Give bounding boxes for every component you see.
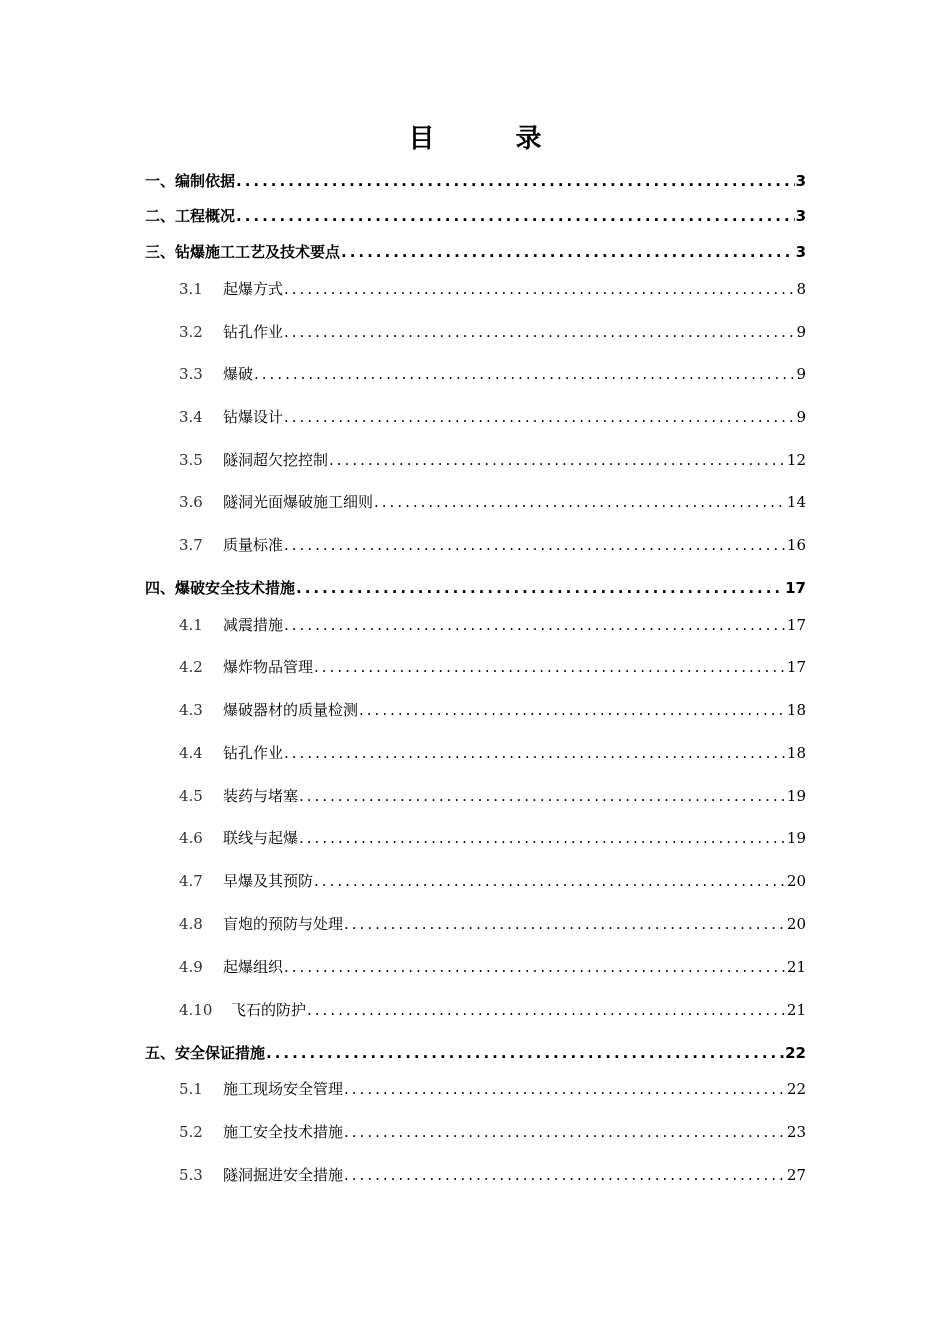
toc-entry[interactable] xyxy=(145,1042,806,1063)
toc-entry-text: 一、编制依据 xyxy=(145,172,236,190)
toc-leader-dots xyxy=(284,323,795,341)
toc-entry-number: 4.2 xyxy=(179,658,203,676)
toc-entry-text: 装药与堵塞 xyxy=(223,787,299,805)
toc-entry-text: 施工安全技术措施 xyxy=(223,1123,344,1141)
toc-entry[interactable] xyxy=(179,699,806,720)
toc-entry-number: 4.7 xyxy=(179,872,203,890)
toc-entry[interactable] xyxy=(179,827,806,848)
toc-entry-text: 早爆及其预防 xyxy=(223,872,314,890)
toc-entry-text: 盲炮的预防与处理 xyxy=(223,915,344,933)
toc-leader-dots xyxy=(254,365,795,383)
toc-entry-page: 20 xyxy=(786,915,806,933)
toc-entry-number: 3.2 xyxy=(179,323,203,341)
toc-entry[interactable] xyxy=(179,999,806,1020)
toc-entry-number: 4.1 xyxy=(179,616,203,634)
toc-leader-dots xyxy=(359,701,786,719)
toc-entry[interactable] xyxy=(179,656,806,677)
toc-entry-page: 14 xyxy=(786,493,806,511)
toc-entry-text: 隧洞光面爆破施工细则 xyxy=(223,493,374,511)
toc-entry[interactable] xyxy=(179,742,806,763)
toc-entry[interactable] xyxy=(179,406,806,427)
toc-entry-page: 18 xyxy=(786,744,806,762)
toc-entry-page: 9 xyxy=(796,365,806,383)
toc-entry-text: 隧洞超欠挖控制 xyxy=(223,451,329,469)
toc-entry-text: 质量标准 xyxy=(223,536,284,554)
toc-entry-number: 4.6 xyxy=(179,829,203,847)
toc-entry-page: 22 xyxy=(786,1080,806,1098)
toc-entry-text: 减震措施 xyxy=(223,616,284,634)
toc-entry-number: 4.3 xyxy=(179,701,203,719)
toc-entry-page: 21 xyxy=(786,1001,806,1019)
toc-leader-dots xyxy=(299,787,786,805)
toc-title: 目 录 xyxy=(408,124,578,154)
toc-entry-number: 3.6 xyxy=(179,493,203,511)
toc-leader-dots xyxy=(284,958,786,976)
toc-entry-number: 4.9 xyxy=(179,958,203,976)
toc-entry-text: 四、爆破安全技术措施 xyxy=(145,579,296,597)
toc-entry-number: 4.5 xyxy=(179,787,203,805)
toc-entry-text: 爆炸物品管理 xyxy=(223,658,314,676)
toc-leader-dots xyxy=(344,915,786,933)
toc-entry-page: 27 xyxy=(786,1166,806,1184)
toc-leader-dots xyxy=(374,493,786,511)
toc-leader-dots xyxy=(314,658,786,676)
toc-entry-page: 3 xyxy=(795,207,806,225)
toc-entry[interactable] xyxy=(145,205,806,226)
toc-leader-dots xyxy=(284,616,786,634)
toc-entry[interactable] xyxy=(179,278,806,299)
toc-entry-number: 5.1 xyxy=(179,1080,203,1098)
toc-entry-text: 爆破器材的质量检测 xyxy=(223,701,359,719)
toc-leader-dots xyxy=(341,243,795,261)
toc-entry-text: 钻孔作业 xyxy=(223,323,284,341)
toc-entry-text: 爆破 xyxy=(223,365,254,383)
toc-entry[interactable] xyxy=(145,241,806,262)
toc-leader-dots xyxy=(284,280,795,298)
toc-entry-number: 3.5 xyxy=(179,451,203,469)
toc-entry-page: 3 xyxy=(795,243,806,261)
toc-entry-number: 4.10 xyxy=(179,1001,213,1019)
toc-entry[interactable] xyxy=(179,1078,806,1099)
toc-entry-number: 4.4 xyxy=(179,744,203,762)
toc-entry-number: 3.3 xyxy=(179,365,203,383)
toc-entry[interactable] xyxy=(179,1164,806,1185)
toc-entry-page: 3 xyxy=(795,172,806,190)
toc-leader-dots xyxy=(284,536,786,554)
toc-entry-text: 二、工程概况 xyxy=(145,207,236,225)
toc-entry-text: 联线与起爆 xyxy=(223,829,299,847)
toc-entry-number: 5.3 xyxy=(179,1166,203,1184)
toc-entry[interactable] xyxy=(145,170,806,191)
toc-entry-text: 五、安全保证措施 xyxy=(145,1044,266,1062)
toc-entry[interactable] xyxy=(179,785,806,806)
toc-leader-dots xyxy=(284,408,795,426)
toc-entry-text: 钻爆设计 xyxy=(223,408,284,426)
toc-entry-page: 23 xyxy=(786,1123,806,1141)
toc-entry-number: 3.4 xyxy=(179,408,203,426)
toc-entry[interactable] xyxy=(179,449,806,470)
toc-leader-dots xyxy=(344,1080,786,1098)
toc-leader-dots xyxy=(307,1001,786,1019)
toc-entry-number: 3.7 xyxy=(179,536,203,554)
toc-entry-text: 隧洞掘进安全措施 xyxy=(223,1166,344,1184)
toc-leader-dots xyxy=(314,872,786,890)
toc-entry[interactable] xyxy=(179,956,806,977)
toc-entry-page: 9 xyxy=(796,323,806,341)
toc-leader-dots xyxy=(329,451,786,469)
toc-entry-text: 起爆组织 xyxy=(223,958,284,976)
toc-entry[interactable] xyxy=(179,321,806,342)
toc-leader-dots xyxy=(344,1166,786,1184)
toc-entry-page: 17 xyxy=(786,616,806,634)
toc-entry-number: 5.2 xyxy=(179,1123,203,1141)
toc-entry[interactable] xyxy=(179,534,806,555)
toc-leader-dots xyxy=(344,1123,786,1141)
toc-leader-dots xyxy=(299,829,786,847)
toc-entry-page: 22 xyxy=(785,1044,806,1062)
toc-entry-text: 施工现场安全管理 xyxy=(223,1080,344,1098)
toc-leader-dots xyxy=(236,207,795,225)
toc-entry-page: 18 xyxy=(786,701,806,719)
toc-entry-page: 12 xyxy=(786,451,806,469)
toc-entry-text: 三、钻爆施工工艺及技术要点 xyxy=(145,243,341,261)
toc-entry[interactable] xyxy=(179,614,806,635)
toc-entry-number: 4.8 xyxy=(179,915,203,933)
toc-entry-page: 8 xyxy=(796,280,806,298)
toc-entry[interactable] xyxy=(179,1121,806,1142)
toc-entry-page: 16 xyxy=(786,536,806,554)
toc-entry-page: 9 xyxy=(796,408,806,426)
toc-entry-text: 钻孔作业 xyxy=(223,744,284,762)
toc-entry-page: 19 xyxy=(786,829,806,847)
toc-leader-dots xyxy=(266,1044,784,1062)
toc-leader-dots xyxy=(236,172,795,190)
toc-leader-dots xyxy=(284,744,786,762)
toc-entry[interactable] xyxy=(179,870,806,891)
toc-entry[interactable] xyxy=(179,491,806,512)
toc-entry[interactable] xyxy=(179,363,806,384)
toc-entry-page: 17 xyxy=(785,579,806,597)
toc-entry-page: 21 xyxy=(786,958,806,976)
toc-entry[interactable] xyxy=(179,913,806,934)
toc-entry-page: 19 xyxy=(786,787,806,805)
toc-entry-text: 飞石的防护 xyxy=(231,1001,307,1019)
toc-leader-dots xyxy=(296,579,784,597)
toc-entry[interactable] xyxy=(145,577,806,598)
toc-entry-page: 20 xyxy=(786,872,806,890)
toc-entry-page: 17 xyxy=(786,658,806,676)
toc-entry-text: 起爆方式 xyxy=(223,280,284,298)
toc-entry-number: 3.1 xyxy=(179,280,203,298)
